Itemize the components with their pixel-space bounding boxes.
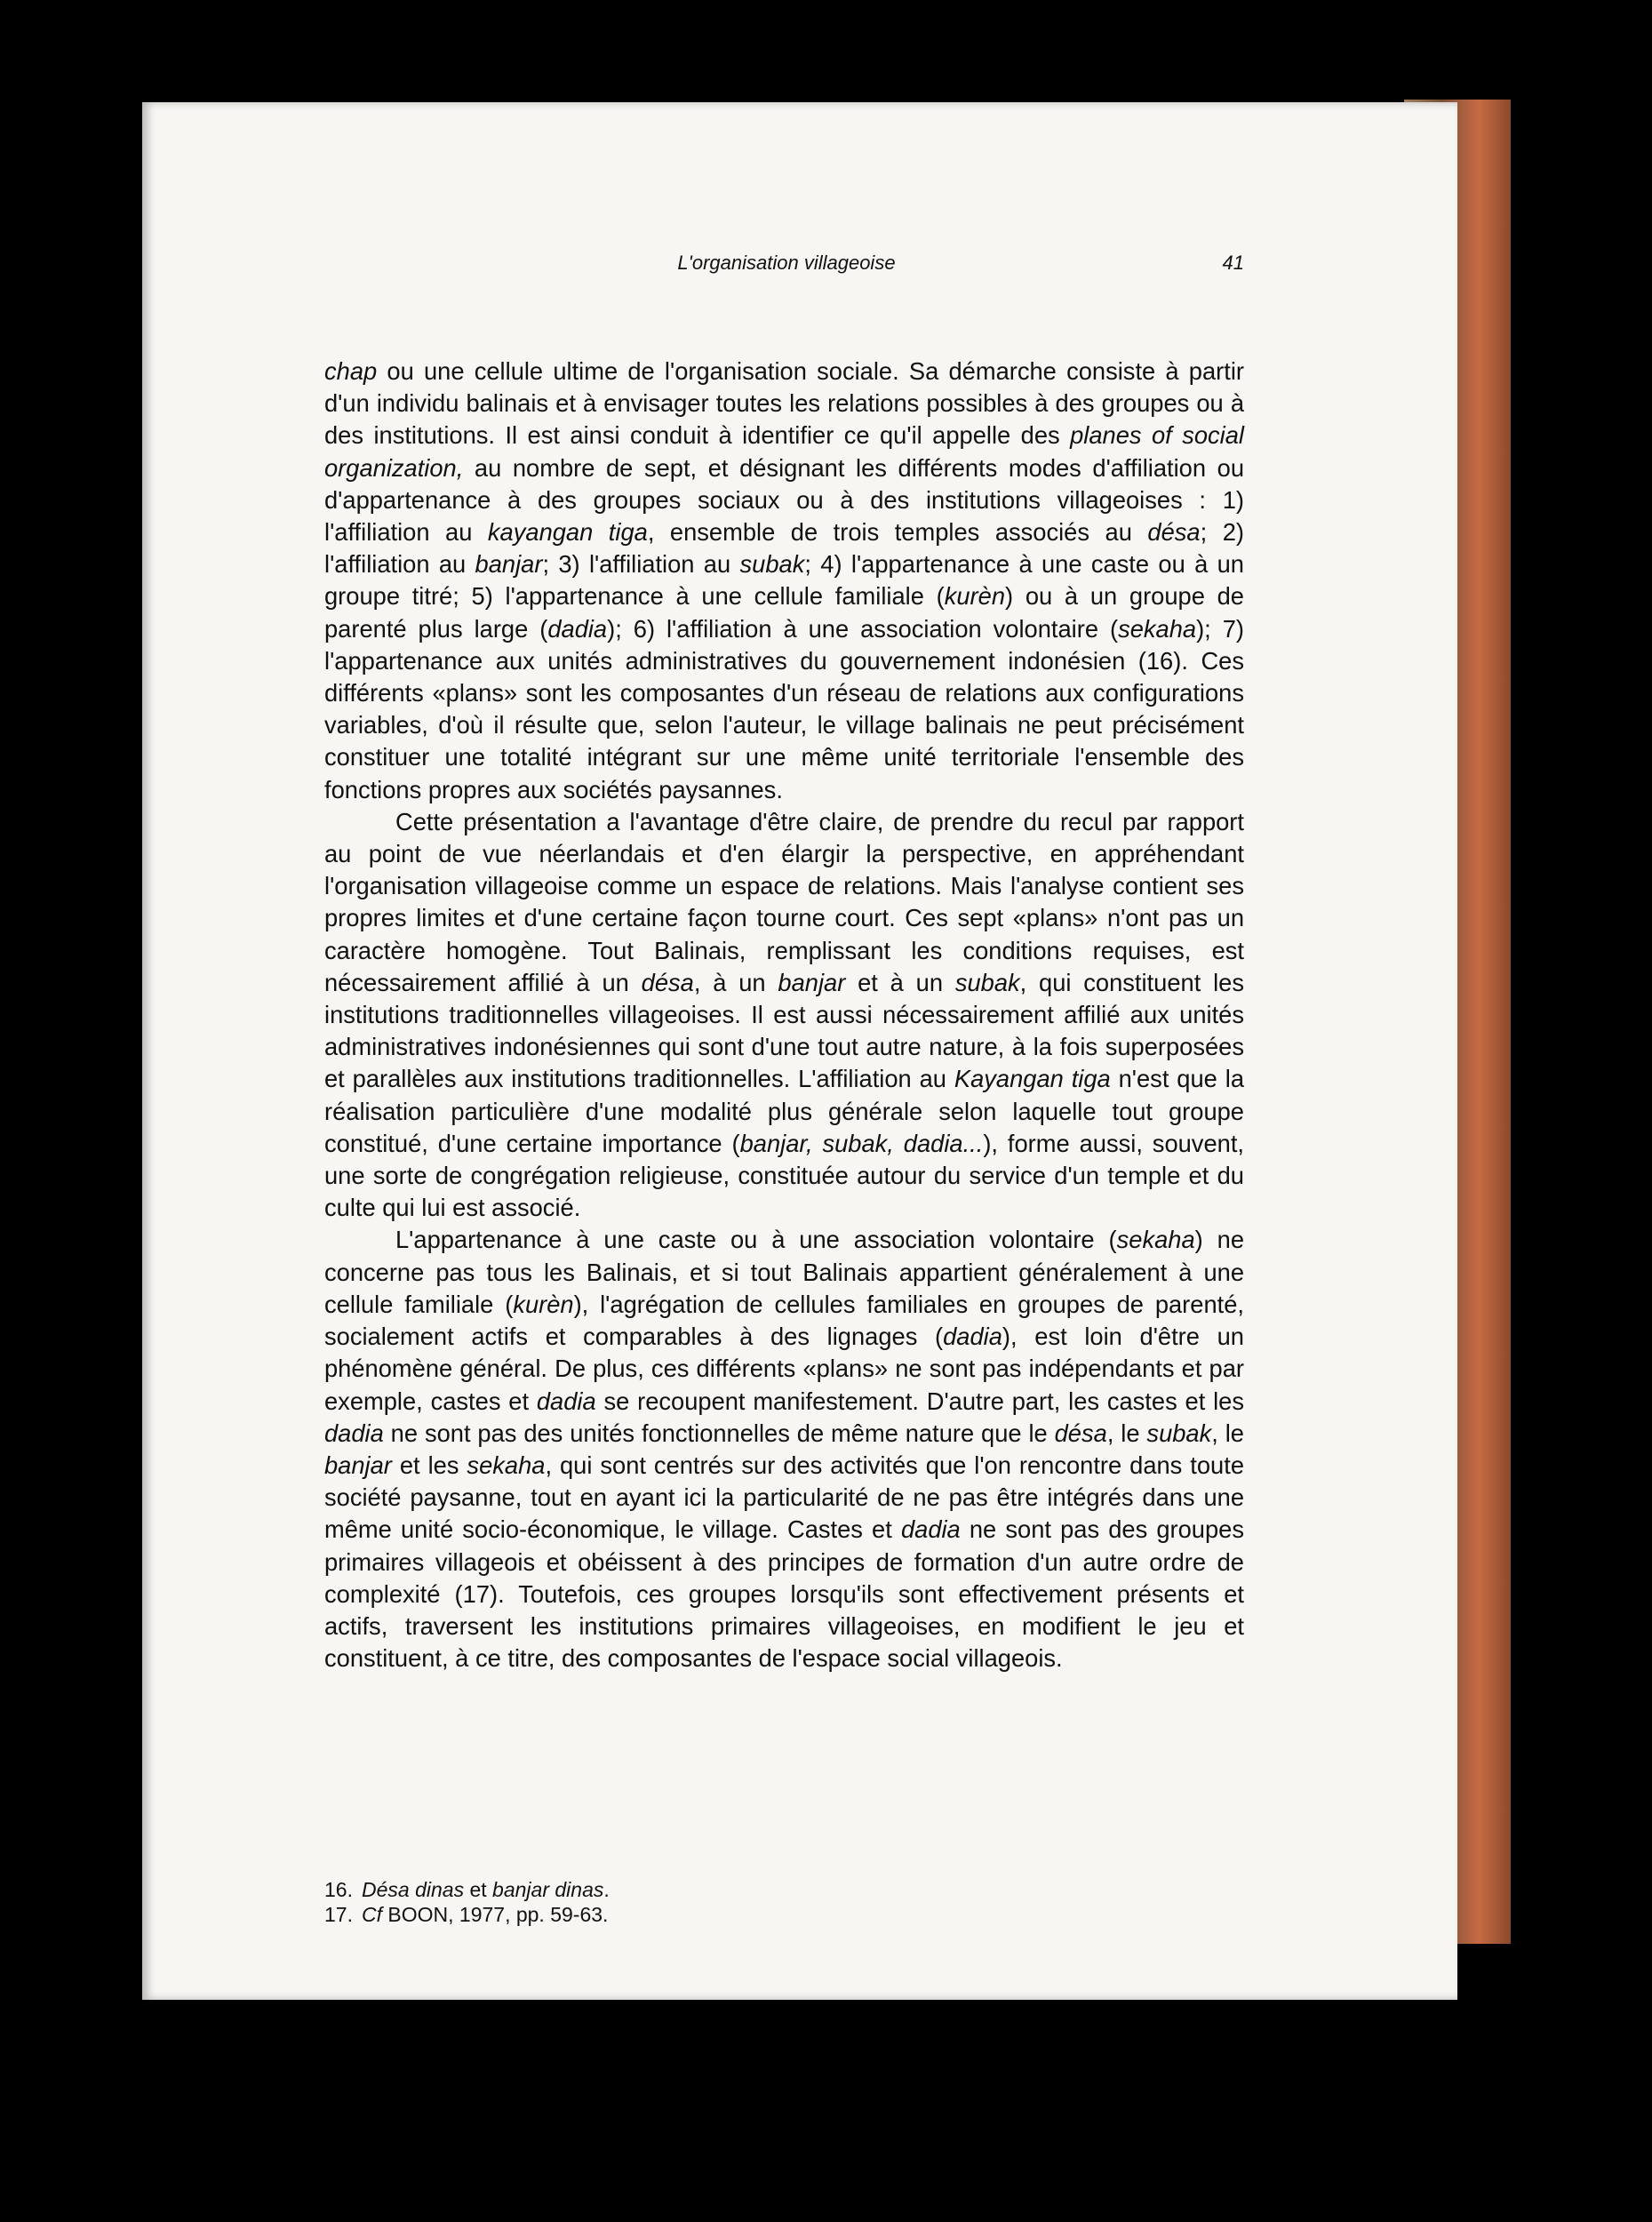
running-title: L'organisation villageoise <box>677 252 896 274</box>
page-header <box>324 252 1249 287</box>
italic-term: désa <box>1147 518 1201 547</box>
italic-term: sekaha <box>1118 614 1197 643</box>
text-run: se recoupent manifestement. D'autre part, les castes et les <box>595 1387 1244 1415</box>
italic-term: banjar dinas <box>492 1878 604 1901</box>
footnote-number: 17. <box>324 1903 353 1926</box>
footnotes <box>324 1877 1124 1927</box>
body-text <box>324 356 1244 1674</box>
text-run: ) ne concerne pas tous les Balinais, et si tout Balinais appartient généralement à une cellule familiale ( <box>324 1226 1245 1318</box>
italic-term: banjar <box>475 550 543 579</box>
italic-term: banjar, subak, dadia... <box>739 1129 984 1157</box>
italic-term: sekaha <box>467 1451 546 1479</box>
italic-term: Kayangan tiga <box>954 1065 1111 1093</box>
italic-term: Désa dinas <box>362 1878 465 1901</box>
paragraph <box>324 1224 1244 1674</box>
footnote <box>324 1877 1124 1902</box>
italic-term: désa <box>1054 1419 1107 1447</box>
text-run: ou une cellule ultime de l'organisation sociale. Sa démarche consiste à partir d'un individu balinais et à envisager toutes les relations possibles à des groupes ou à des institutions. Il est ainsi conduit à identifier ce qu'il appelle des <box>324 357 1244 450</box>
text-run: n'est que la réalisation particulière d'une modalité plus générale selon laquelle tout groupe constitué, d'une certaine importance ( <box>324 1065 1244 1157</box>
italic-term: dadia <box>324 1419 384 1447</box>
text-run: Cette présentation a l'avantage d'être claire, de prendre du recul par rapport au point de vue néerlandais et d'en élargir la perspective, en appréhendant l'organisation villageoise comme un espace de relations. Mais l'analyse contient ses propres limites et d'une certaine façon tourne court. Ces sept «plans» n'ont pas un caractère homogène. Tout Balinais, remplissant les conditions requises, est nécessairement affilié à un <box>324 807 1244 996</box>
italic-term: banjar <box>778 968 846 996</box>
italic-term: sekaha <box>1116 1226 1195 1254</box>
italic-term: subak <box>739 550 805 579</box>
italic-term: chap <box>324 357 378 385</box>
italic-term: kurèn <box>513 1290 574 1318</box>
italic-term: kayangan tiga <box>487 518 648 547</box>
italic-term: subak <box>1146 1419 1212 1447</box>
text-run: , le <box>1106 1419 1147 1447</box>
text-run: , qui sont centrés sur des activités que l'on rencontre dans toute société paysanne, tout en ayant ici la particularité de ne pas être intégrés dans une même unité socio-économique, le village. Castes et <box>324 1451 1245 1544</box>
italic-term: dadia <box>536 1387 596 1415</box>
italic-term: désa <box>641 968 694 996</box>
footnote-number: 16. <box>324 1878 353 1901</box>
italic-term: kurèn <box>944 582 1006 611</box>
text-run: ne sont pas des unités fonctionnelles de même nature que le <box>383 1419 1055 1447</box>
text-run: ) ou à un groupe de parenté plus large ( <box>324 582 1244 643</box>
italic-term: banjar <box>324 1451 392 1479</box>
text-run: et <box>464 1878 493 1901</box>
italic-term: subak <box>954 968 1020 996</box>
text-run: , à un <box>693 968 778 996</box>
footnote <box>324 1902 1124 1927</box>
text-run: et à un <box>845 968 955 996</box>
italic-term: Cf <box>362 1903 382 1926</box>
text-run: ); 7) l'appartenance aux unités administratives du gouvernement indonésien (16). Ces différents «plans» sont les composantes d'un réseau de relations aux configurations variables, d'où il résulte que, selon l'auteur, le village balinais ne peut précisément constituer une totalité intégrant sur une même unité territoriale l'ensemble des fonctions propres aux sociétés paysannes. <box>324 614 1244 803</box>
paragraph <box>324 806 1244 1225</box>
text-run: ), est loin d'être un phénomène général. De plus, ces différents «plans» ne sont pas indépendants et par exemple, castes et <box>324 1323 1244 1415</box>
text-run: , qui constituent les institutions traditionnelles villageoises. Il est aussi nécessairement affilié aux unités administratives indonésiennes qui sont d'une tout autre nature, à la fois superposées et parallèles aux institutions traditionnelles. L'affiliation au <box>324 968 1244 1093</box>
text-run: ), forme aussi, souvent, une sorte de congrégation religieuse, constituée autour du service d'un temple et du culte qui lui est associé. <box>324 1129 1244 1222</box>
text-run: ), l'agrégation de cellules familiales en groupes de parenté, socialement actifs et comparables à des lignages ( <box>324 1290 1244 1351</box>
text-run: ; 2) l'affiliation au <box>324 518 1244 579</box>
text-run: au nombre de sept, et désignant les différents modes d'affiliation ou d'appartenance à des groupes sociaux ou à des institutions villageoises : 1) l'affiliation au <box>324 453 1244 547</box>
text-run: ; 3) l'affiliation au <box>542 550 740 579</box>
text-run: L'appartenance à une caste ou à une association volontaire ( <box>395 1226 1117 1254</box>
text-run: ; 4) l'appartenance à une caste ou à un groupe titré; 5) l'appartenance à une cellule familiale ( <box>324 550 1244 611</box>
text-run: . <box>603 1878 610 1901</box>
text-run: BOON, 1977, pp. 59-63. <box>382 1903 609 1926</box>
page-number: 41 <box>1222 252 1244 274</box>
italic-term: planes of social organization, <box>324 421 1244 482</box>
text-run: ); 6) l'affiliation à une association volontaire ( <box>607 614 1119 643</box>
italic-term: dadia <box>943 1323 1002 1351</box>
text-run: et les <box>391 1451 467 1479</box>
text-run: ne sont pas des groupes primaires villageois et obéissent à des principes de formation d'un autre ordre de complexité (17). Toutefois, ces groupes lorsqu'ils sont effectivement présents et actifs, traversent les institutions primaires villageoises, en modifient le jeu et constituent, à ce titre, des composantes de l'espace social villageois. <box>324 1515 1244 1673</box>
text-run: , ensemble de trois temples associés au <box>647 518 1148 547</box>
paragraph <box>324 356 1244 806</box>
italic-term: dadia <box>900 1515 961 1544</box>
text-run: , le <box>1211 1419 1244 1447</box>
italic-term: dadia <box>547 614 608 643</box>
